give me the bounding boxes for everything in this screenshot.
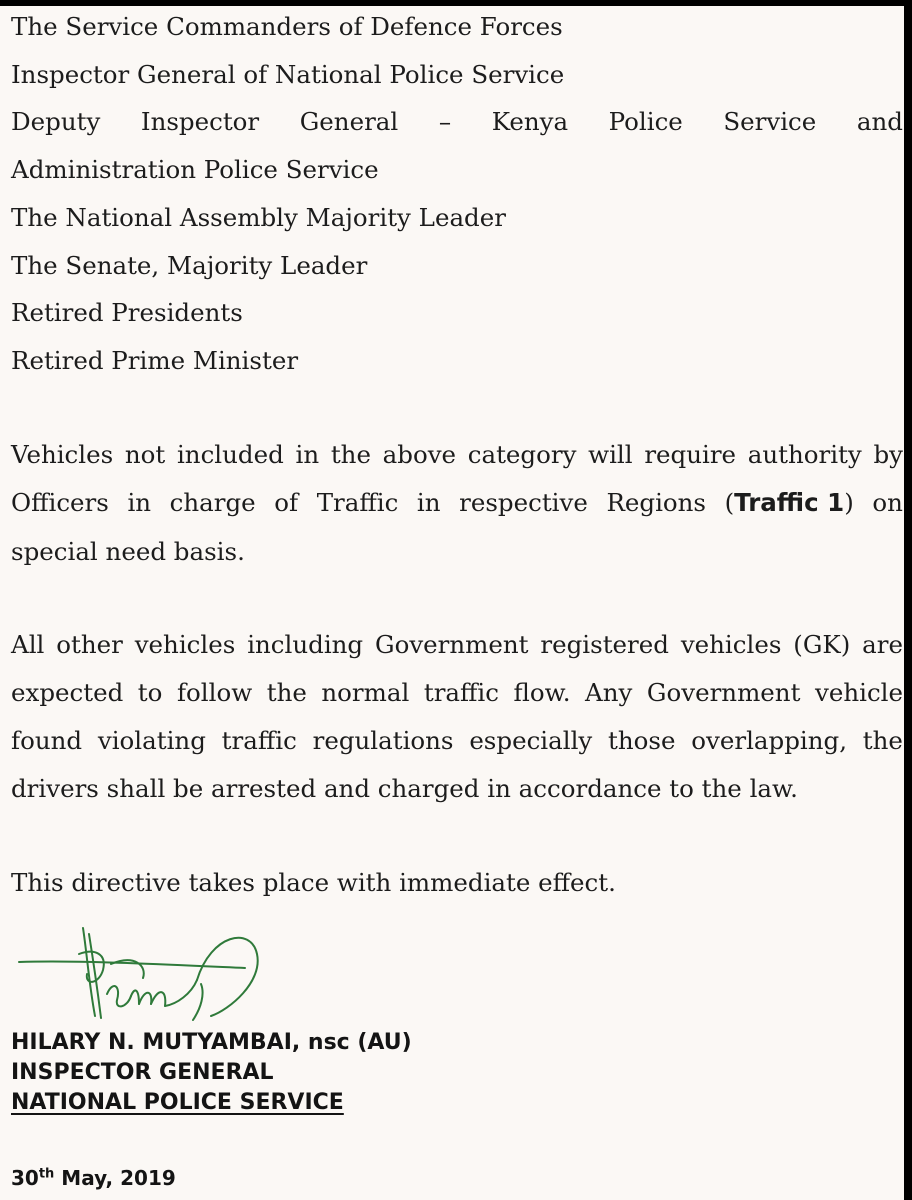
word: registered <box>540 630 669 659</box>
paragraph-line <box>11 678 903 708</box>
word: and <box>856 107 903 136</box>
word: vehicle <box>814 678 903 707</box>
word: of <box>274 488 299 517</box>
word: overlapping, <box>691 726 847 755</box>
word: Government <box>375 630 529 659</box>
word: Officers <box>11 488 109 517</box>
word: require <box>644 440 737 469</box>
recipient-line: The National Assembly Majority Leader <box>11 203 506 232</box>
word: flow. <box>513 678 571 707</box>
recipient-line: Inspector General of National Police Service <box>11 60 565 89</box>
word: in <box>295 440 320 469</box>
paragraph-line <box>11 488 903 518</box>
date-day: 30 <box>11 1166 39 1190</box>
word: authority <box>747 440 862 469</box>
paragraph-line <box>11 630 903 660</box>
word: Vehicles <box>11 440 114 469</box>
word: Regions <box>606 488 707 517</box>
recipient-line: Administration Police Service <box>11 155 379 184</box>
date-suffix: th <box>38 1166 55 1182</box>
recipient-line: Retired Prime Minister <box>11 346 299 375</box>
word: follow <box>176 678 253 707</box>
closing-paragraph: This directive takes place with immediate effect. <box>11 868 616 897</box>
recipient-line-justified <box>11 107 903 137</box>
word: regulations <box>312 726 454 755</box>
letter-date <box>11 1166 176 1190</box>
signatory-name: HILARY N. MUTYAMBAI, nsc (AU) <box>11 1030 412 1055</box>
word: especially <box>469 726 593 755</box>
word: respective <box>459 488 588 517</box>
paragraph-line <box>11 726 903 756</box>
paragraph-line <box>11 440 903 470</box>
bold-reference: Traffic 1 <box>734 488 845 517</box>
word: included <box>176 440 284 469</box>
word: found <box>11 726 83 755</box>
traffic-1-reference <box>725 488 854 518</box>
word: vehicles <box>680 630 782 659</box>
word: not <box>124 440 166 469</box>
word: Service <box>723 107 817 136</box>
word: – <box>438 107 452 136</box>
word: category <box>467 440 577 469</box>
word: by <box>873 440 903 469</box>
word: Traffic <box>316 488 399 517</box>
paren-open: ( <box>724 488 735 517</box>
word: General <box>299 107 399 136</box>
letter-page <box>0 6 904 1200</box>
word: the <box>862 726 903 755</box>
word: are <box>862 630 903 659</box>
handwritten-signature <box>15 924 275 1024</box>
paren-close: ) <box>844 488 854 517</box>
word: traffic <box>423 678 499 707</box>
word: will <box>588 440 633 469</box>
paragraph-line: special need basis. <box>11 537 245 566</box>
word: those <box>608 726 676 755</box>
signatory-organization: NATIONAL POLICE SERVICE <box>11 1090 344 1115</box>
word: Government <box>646 678 801 707</box>
recipient-line: Retired Presidents <box>11 298 243 327</box>
word: Kenya <box>491 107 569 136</box>
paragraph-line: drivers shall be arrested and charged in accordance to the law. <box>11 774 798 803</box>
word: in <box>127 488 152 517</box>
recipient-line: The Service Commanders of Defence Forces <box>11 12 563 41</box>
word: in <box>416 488 441 517</box>
word: above <box>382 440 457 469</box>
word: including <box>247 630 364 659</box>
word: other <box>56 630 123 659</box>
word: vehicles <box>134 630 236 659</box>
word: on <box>872 488 903 517</box>
date-month-year: May, 2019 <box>54 1166 176 1190</box>
word: charge <box>169 488 256 517</box>
recipient-line: The Senate, Majority Leader <box>11 251 368 280</box>
signatory-title: INSPECTOR GENERAL <box>11 1060 274 1085</box>
word: violating <box>97 726 206 755</box>
word: the <box>266 678 307 707</box>
word: Police <box>608 107 683 136</box>
word: All <box>11 630 45 659</box>
word: normal <box>321 678 410 707</box>
word: the <box>330 440 371 469</box>
word: (GK) <box>793 630 851 659</box>
word: traffic <box>221 726 297 755</box>
word: Any <box>585 678 633 707</box>
word: expected <box>11 678 124 707</box>
word: Inspector <box>140 107 260 136</box>
word: to <box>137 678 163 707</box>
word: Deputy <box>11 107 101 136</box>
